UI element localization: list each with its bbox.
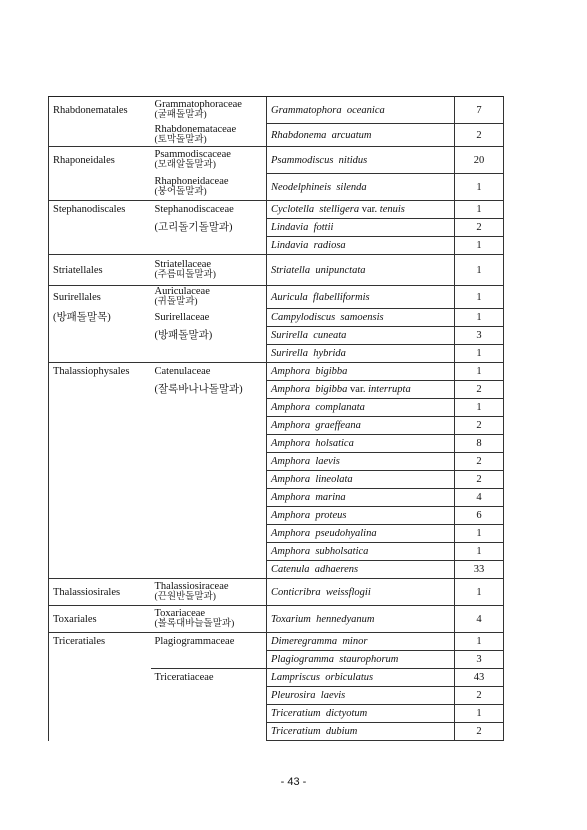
family-cell bbox=[151, 147, 267, 174]
table-row bbox=[49, 606, 504, 633]
order-name: Triceratiales bbox=[53, 636, 106, 648]
species-name: Toxarium hennedyanum bbox=[271, 613, 375, 625]
species-cell bbox=[267, 363, 455, 381]
species-cell bbox=[267, 471, 455, 489]
order-name: Rhaponeidales bbox=[53, 154, 115, 166]
order-name: Stephanodiscales bbox=[53, 204, 126, 216]
family-cell bbox=[151, 453, 267, 471]
family-name: Thalassiosiraceae bbox=[154, 581, 229, 592]
order-cell bbox=[49, 345, 151, 363]
table-row bbox=[49, 237, 504, 255]
family-name: Rhaphoneidaceae bbox=[154, 175, 229, 187]
table-row bbox=[49, 309, 504, 327]
species-cell bbox=[267, 507, 455, 525]
table-row bbox=[49, 327, 504, 345]
species-name: Plagiogramma staurophorum bbox=[271, 654, 399, 665]
order-name: Rhabdonematales bbox=[53, 104, 128, 116]
species-cell bbox=[267, 97, 455, 124]
species-name: Grammatophora oceanica bbox=[271, 104, 385, 116]
order-cell bbox=[49, 471, 151, 489]
order-cell bbox=[49, 435, 151, 453]
family-cell bbox=[151, 309, 267, 327]
species-name: Triceratium dubium bbox=[271, 726, 358, 737]
order-cell bbox=[49, 579, 151, 606]
count-cell: 7 bbox=[455, 97, 504, 124]
family-cell bbox=[151, 201, 267, 219]
species-name: Conticribra weissflogii bbox=[271, 586, 371, 598]
species-cell bbox=[267, 174, 455, 201]
order-cell bbox=[49, 723, 151, 741]
order-cell bbox=[49, 219, 151, 237]
count-cell: 1 bbox=[455, 286, 504, 309]
table-row bbox=[49, 97, 504, 124]
family-cell bbox=[151, 579, 267, 606]
count-cell: 1 bbox=[455, 237, 504, 255]
count-cell: 1 bbox=[455, 543, 504, 561]
table-row bbox=[49, 525, 504, 543]
order-cell bbox=[49, 201, 151, 219]
table-row bbox=[49, 417, 504, 435]
species-table bbox=[48, 96, 504, 741]
order-cell bbox=[49, 237, 151, 255]
variety-name: interrupta bbox=[368, 384, 411, 395]
species-name: Surirella cuneata bbox=[271, 330, 347, 341]
family-name: Catenulaceae bbox=[154, 366, 211, 378]
species-name: Cyclotella stelligera bbox=[271, 204, 360, 215]
page-number: - 43 - bbox=[280, 776, 307, 788]
order-cell bbox=[49, 286, 151, 309]
family-cell bbox=[151, 606, 267, 633]
order-cell bbox=[49, 543, 151, 561]
family-cell bbox=[151, 651, 267, 669]
species-cell bbox=[267, 633, 455, 651]
order-cell bbox=[49, 381, 151, 399]
family-korean-name: (붕어돌말과) bbox=[154, 186, 207, 197]
species-cell bbox=[267, 327, 455, 345]
family-cell bbox=[151, 723, 267, 741]
family-cell bbox=[151, 633, 267, 651]
species-cell bbox=[267, 705, 455, 723]
species-cell bbox=[267, 669, 455, 687]
family-korean-name: (끈원반돌말과) bbox=[154, 592, 216, 602]
species-name: Catenula adhaerens bbox=[271, 564, 359, 575]
variety-marker: var. bbox=[350, 384, 366, 395]
family-cell bbox=[151, 174, 267, 201]
species-name: Amphora lineolata bbox=[271, 474, 353, 485]
family-name: (고리돌기돌말과) bbox=[154, 222, 233, 233]
table-row bbox=[49, 219, 504, 237]
species-cell bbox=[267, 417, 455, 435]
family-cell bbox=[151, 399, 267, 417]
family-name: (방패돌말과) bbox=[154, 330, 213, 341]
family-cell bbox=[151, 345, 267, 363]
family-cell bbox=[151, 543, 267, 561]
species-name: Amphora complanata bbox=[271, 402, 365, 413]
table-row bbox=[49, 255, 504, 286]
order-cell bbox=[49, 147, 151, 174]
family-cell bbox=[151, 417, 267, 435]
species-name: Lindavia radiosa bbox=[271, 240, 346, 251]
species-cell bbox=[267, 687, 455, 705]
species-cell bbox=[267, 579, 455, 606]
family-cell bbox=[151, 237, 267, 255]
family-cell bbox=[151, 507, 267, 525]
order-cell bbox=[49, 687, 151, 705]
order-cell bbox=[49, 255, 151, 286]
table-row bbox=[49, 363, 504, 381]
order-cell bbox=[49, 399, 151, 417]
family-cell bbox=[151, 327, 267, 345]
species-name: Auricula flabelliformis bbox=[271, 291, 370, 303]
species-name: Amphora subholsatica bbox=[271, 546, 369, 557]
count-cell: 2 bbox=[455, 381, 504, 399]
family-name: (잘록바나나돌말과) bbox=[154, 384, 243, 395]
order-cell bbox=[49, 705, 151, 723]
family-cell bbox=[151, 525, 267, 543]
family-cell bbox=[151, 435, 267, 453]
species-name: Amphora bigibba bbox=[271, 384, 348, 395]
family-name: Stephanodiscaceae bbox=[154, 204, 234, 216]
table-row bbox=[49, 669, 504, 687]
count-cell: 2 bbox=[455, 723, 504, 741]
count-cell: 1 bbox=[455, 525, 504, 543]
count-cell: 1 bbox=[455, 633, 504, 651]
count-cell: 2 bbox=[455, 471, 504, 489]
species-cell bbox=[267, 255, 455, 286]
count-cell: 3 bbox=[455, 327, 504, 345]
order-name: Toxariales bbox=[53, 613, 97, 625]
table-row bbox=[49, 579, 504, 606]
species-cell bbox=[267, 219, 455, 237]
count-cell: 2 bbox=[455, 687, 504, 705]
species-name: Campylodiscus samoensis bbox=[271, 312, 384, 323]
species-cell bbox=[267, 345, 455, 363]
family-korean-name: (굴패돌말과) bbox=[154, 110, 207, 121]
order-cell bbox=[49, 525, 151, 543]
order-name: (방패돌말목) bbox=[53, 312, 111, 323]
species-name: Amphora graeffeana bbox=[271, 420, 361, 431]
family-korean-name: (토막돌말과) bbox=[154, 134, 207, 145]
family-cell bbox=[151, 124, 267, 147]
table-row bbox=[49, 174, 504, 201]
count-cell: 1 bbox=[455, 201, 504, 219]
species-name: Surirella hybrida bbox=[271, 348, 346, 359]
order-name: Thalassiophysales bbox=[53, 366, 130, 378]
species-cell bbox=[267, 525, 455, 543]
table-row bbox=[49, 561, 504, 579]
table-row bbox=[49, 286, 504, 309]
order-cell bbox=[49, 489, 151, 507]
species-table-body bbox=[49, 97, 504, 741]
order-cell bbox=[49, 453, 151, 471]
species-cell bbox=[267, 124, 455, 147]
table-row bbox=[49, 651, 504, 669]
species-name: Rhabdonema arcuatum bbox=[271, 129, 372, 141]
family-korean-name: (볼록대바늘돌말과) bbox=[154, 619, 235, 629]
family-korean-name: (모래알돌말과) bbox=[154, 160, 216, 171]
family-cell bbox=[151, 219, 267, 237]
family-name: Grammatophoraceae bbox=[154, 99, 242, 111]
order-cell bbox=[49, 507, 151, 525]
count-cell: 2 bbox=[455, 219, 504, 237]
order-cell bbox=[49, 561, 151, 579]
order-cell bbox=[49, 124, 151, 147]
count-cell: 33 bbox=[455, 561, 504, 579]
order-cell bbox=[49, 633, 151, 651]
species-cell bbox=[267, 723, 455, 741]
count-cell: 1 bbox=[455, 174, 504, 201]
count-cell: 4 bbox=[455, 606, 504, 633]
order-cell bbox=[49, 174, 151, 201]
family-cell bbox=[151, 286, 267, 309]
count-cell: 20 bbox=[455, 147, 504, 174]
count-cell: 1 bbox=[455, 363, 504, 381]
species-cell bbox=[267, 381, 455, 399]
family-cell bbox=[151, 471, 267, 489]
count-cell: 1 bbox=[455, 255, 504, 286]
species-cell bbox=[267, 561, 455, 579]
count-cell: 1 bbox=[455, 309, 504, 327]
species-name: Amphora holsatica bbox=[271, 438, 354, 449]
table-row bbox=[49, 543, 504, 561]
species-name: Amphora pseudohyalina bbox=[271, 528, 377, 539]
species-name: Pleurosira laevis bbox=[271, 690, 346, 701]
species-cell bbox=[267, 543, 455, 561]
table-row bbox=[49, 633, 504, 651]
family-name: Psammodiscaceae bbox=[154, 149, 231, 161]
table-row bbox=[49, 705, 504, 723]
family-name: Auriculaceae bbox=[154, 286, 210, 298]
species-name: Amphora bigibba bbox=[271, 366, 348, 377]
family-cell bbox=[151, 363, 267, 381]
family-name: Striatellaceae bbox=[154, 259, 212, 270]
species-cell bbox=[267, 286, 455, 309]
table-row bbox=[49, 687, 504, 705]
species-name: Neodelphineis silenda bbox=[271, 181, 367, 193]
table-row bbox=[49, 124, 504, 147]
species-cell bbox=[267, 651, 455, 669]
order-name: Striatellales bbox=[53, 264, 103, 276]
variety-marker: var. bbox=[361, 204, 378, 215]
order-cell bbox=[49, 327, 151, 345]
count-cell: 3 bbox=[455, 651, 504, 669]
table-row bbox=[49, 201, 504, 219]
count-cell: 2 bbox=[455, 453, 504, 471]
species-cell bbox=[267, 489, 455, 507]
order-name: Thalassiosirales bbox=[53, 586, 121, 598]
species-cell bbox=[267, 435, 455, 453]
order-cell bbox=[49, 606, 151, 633]
count-cell: 2 bbox=[455, 124, 504, 147]
variety-name: tenuis bbox=[379, 204, 405, 215]
count-cell: 43 bbox=[455, 669, 504, 687]
count-cell: 1 bbox=[455, 705, 504, 723]
table-row bbox=[49, 723, 504, 741]
order-cell bbox=[49, 309, 151, 327]
order-cell bbox=[49, 417, 151, 435]
species-cell bbox=[267, 309, 455, 327]
species-name: Amphora proteus bbox=[271, 510, 347, 521]
species-cell bbox=[267, 237, 455, 255]
family-korean-name: (귀돌말과) bbox=[154, 297, 198, 308]
family-cell bbox=[151, 669, 267, 687]
count-cell: 2 bbox=[455, 417, 504, 435]
species-cell bbox=[267, 147, 455, 174]
family-cell bbox=[151, 97, 267, 124]
species-name: Striatella unipunctata bbox=[271, 264, 366, 276]
family-korean-name: (주름띠돌말과) bbox=[154, 270, 216, 280]
species-name: Psammodiscus nitidus bbox=[271, 154, 368, 166]
table-row bbox=[49, 489, 504, 507]
count-cell: 6 bbox=[455, 507, 504, 525]
species-cell bbox=[267, 606, 455, 633]
species-name: Amphora marina bbox=[271, 492, 346, 503]
table-row bbox=[49, 453, 504, 471]
order-cell bbox=[49, 97, 151, 124]
order-cell bbox=[49, 669, 151, 687]
family-name: Toxariaceae bbox=[154, 608, 206, 619]
count-cell: 4 bbox=[455, 489, 504, 507]
species-name: Triceratium dictyotum bbox=[271, 708, 368, 719]
order-name: Surirellales bbox=[53, 291, 101, 303]
family-cell bbox=[151, 687, 267, 705]
family-cell bbox=[151, 561, 267, 579]
family-cell bbox=[151, 381, 267, 399]
count-cell: 1 bbox=[455, 399, 504, 417]
species-name: Lindavia fottii bbox=[271, 222, 334, 233]
table-row bbox=[49, 435, 504, 453]
order-cell bbox=[49, 651, 151, 669]
count-cell: 1 bbox=[455, 579, 504, 606]
species-cell bbox=[267, 399, 455, 417]
table-row bbox=[49, 381, 504, 399]
family-cell bbox=[151, 705, 267, 723]
table-row bbox=[49, 345, 504, 363]
order-cell bbox=[49, 363, 151, 381]
species-cell bbox=[267, 453, 455, 471]
family-name: Rhabdonemataceae bbox=[154, 123, 237, 135]
table-row bbox=[49, 507, 504, 525]
species-cell bbox=[267, 201, 455, 219]
count-cell: 8 bbox=[455, 435, 504, 453]
species-name: Amphora laevis bbox=[271, 456, 340, 467]
family-name: Triceratiaceae bbox=[154, 672, 214, 684]
species-name: Dimeregramma minor bbox=[271, 636, 368, 647]
family-cell bbox=[151, 255, 267, 286]
family-name: Surirellaceae bbox=[154, 312, 210, 323]
table-row bbox=[49, 471, 504, 489]
family-name: Plagiogrammaceae bbox=[154, 636, 235, 648]
table-row bbox=[49, 399, 504, 417]
species-name: Lampriscus orbiculatus bbox=[271, 672, 374, 683]
table-row bbox=[49, 147, 504, 174]
count-cell: 1 bbox=[455, 345, 504, 363]
family-cell bbox=[151, 489, 267, 507]
